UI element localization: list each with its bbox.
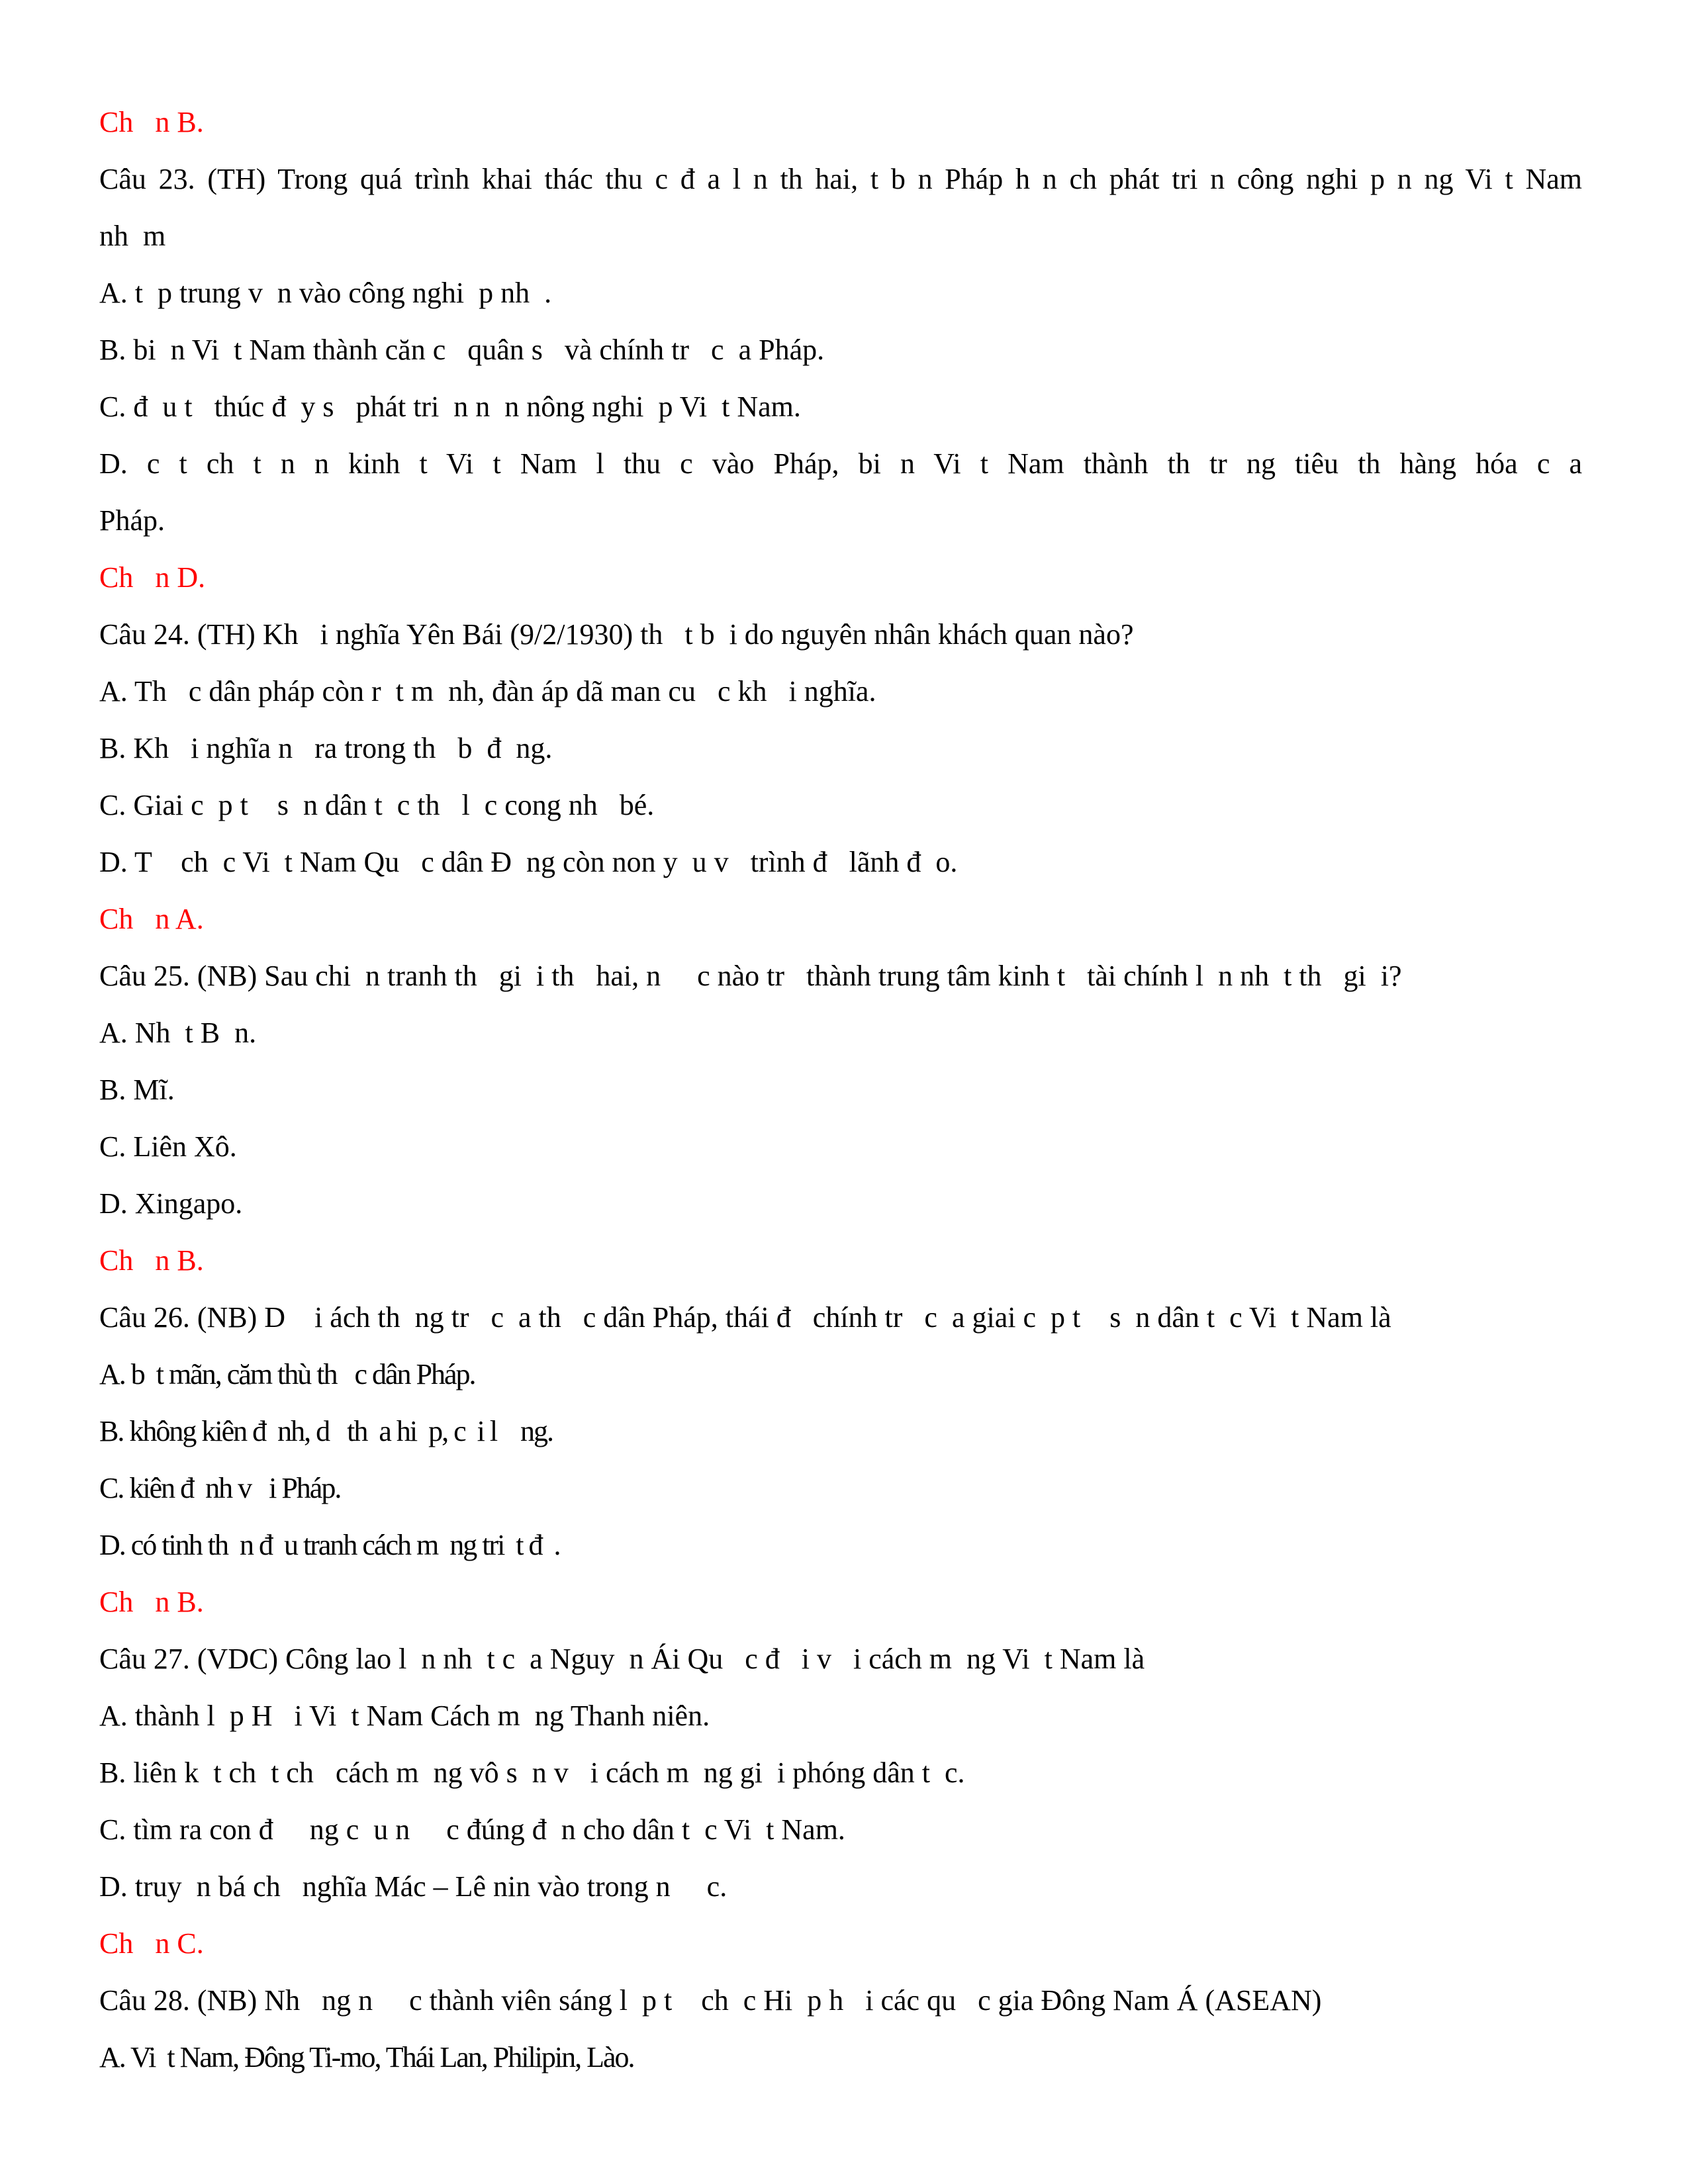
text-line: C. kiên đ nh v i Pháp. xyxy=(99,1472,341,1504)
answer-line: Ch n C. xyxy=(99,1927,204,1960)
text-line: B. không kiên đ nh, d th a hi p, c i l ng. xyxy=(99,1415,553,1447)
text-line: A. Vi t Nam, Đông Ti-mo, Thái Lan, Philipin, Lào. xyxy=(99,2041,634,2073)
document-page xyxy=(99,94,1582,2086)
answer-line: Ch n A. xyxy=(99,903,204,935)
text-line: D. có tinh th n đ u tranh cách m ng tri t đ . xyxy=(99,1529,560,1561)
answer-line: Ch n B. xyxy=(99,1586,204,1618)
text-line: D. T ch c Vi t Nam Qu c dân Đ ng còn non y u v trình đ lãnh đ o. xyxy=(99,846,958,878)
text-line: A. Nh t B n. xyxy=(99,1017,257,1049)
text-line: B. Mĩ. xyxy=(99,1073,175,1106)
text-line: Câu 25. (NB) Sau chi n tranh th gi i th hai, n c nào tr thành trung tâm kinh t tài chính l n nh t th gi i? xyxy=(99,960,1402,992)
text-line: B. Kh i nghĩa n ra trong th b đ ng. xyxy=(99,732,553,764)
text-line: nh m xyxy=(99,220,166,252)
text-line: Câu 26. (NB) D i ách th ng tr c a th c dân Pháp, thái đ chính tr c a giai c p t s n dân t c Vi t Nam là xyxy=(99,1301,1391,1334)
text-line: D. c t ch t n n kinh t Vi t Nam l thu c vào Pháp, bi n Vi t Nam thành th tr ng tiêu th hàng hóa c a xyxy=(99,447,1582,480)
text-line: Câu 27. (VDC) Công lao l n nh t c a Nguy n Ái Qu c đ i v i cách m ng Vi t Nam là xyxy=(99,1643,1145,1675)
text-line: B. liên k t ch t ch cách m ng vô s n v i cách m ng gi i phóng dân t c. xyxy=(99,1756,965,1789)
answer-line: Ch n B. xyxy=(99,106,204,138)
text-line: C. tìm ra con đ ng c u n c đúng đ n cho dân t c Vi t Nam. xyxy=(99,1813,845,1846)
answer-line: Ch n B. xyxy=(99,1244,204,1277)
text-line: A. Th c dân pháp còn r t m nh, đàn áp dã man cu c kh i nghĩa. xyxy=(99,675,876,707)
text-line: Câu 28. (NB) Nh ng n c thành viên sáng l p t ch c Hi p h i các qu c gia Đông Nam Á (ASEAN) xyxy=(99,1984,1322,2017)
text-line: Câu 24. (TH) Kh i nghĩa Yên Bái (9/2/1930) th t b i do nguyên nhân khách quan nào? xyxy=(99,618,1134,651)
text-line: C. đ u t thúc đ y s phát tri n n n nông nghi p Vi t Nam. xyxy=(99,390,801,423)
text-line: A. b t mãn, căm thù th c dân Pháp. xyxy=(99,1358,475,1390)
text-line: D. Xingapo. xyxy=(99,1187,243,1220)
text-line: A. thành l p H i Vi t Nam Cách m ng Thanh niên. xyxy=(99,1700,710,1732)
text-line: A. t p trung v n vào công nghi p nh . xyxy=(99,277,552,309)
text-line: C. Giai c p t s n dân t c th l c cong nh bé. xyxy=(99,789,655,821)
text-line: Câu 23. (TH) Trong quá trình khai thác thu c đ a l n th hai, t b n Pháp h n ch phát tri n công nghi p n ng Vi t Nam xyxy=(99,163,1582,195)
text-line: Pháp. xyxy=(99,504,165,537)
text-line: C. Liên Xô. xyxy=(99,1130,237,1163)
text-line: D. truy n bá ch nghĩa Mác – Lê nin vào trong n c. xyxy=(99,1870,727,1903)
text-line: B. bi n Vi t Nam thành căn c quân s và chính tr c a Pháp. xyxy=(99,334,825,366)
answer-line: Ch n D. xyxy=(99,561,206,594)
